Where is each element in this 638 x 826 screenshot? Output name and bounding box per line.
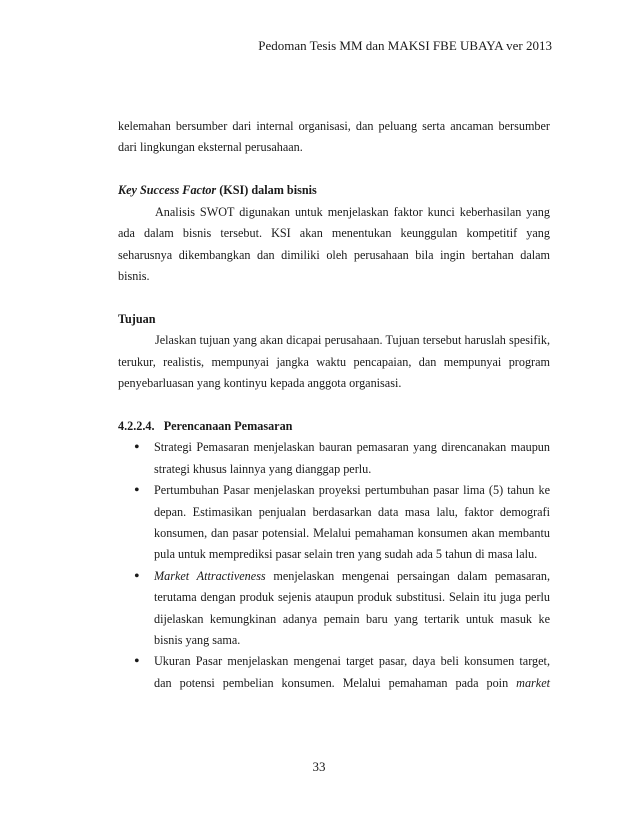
tujuan-paragraph: Jelaskan tujuan yang akan dicapai perusahaan. Tujuan tersebut haruslah spesifik, terukur, realistis, mempunyai jangka waktu pencapaian, dan mempunyai program penyebarluasan yang kontinyu kepada anggota organisasi. (118, 333, 550, 391)
bullet-text: menjelaskan mengenai persaingan dalam pemasaran, terutama dengan produk sejenis ataupun produk substitusi. Selain itu juga perlu dijelaskan kemungkinan adanya pemain baru yang tertarik untuk masuk ke bisnis yang sama. (154, 568, 550, 648)
bullet-pertumbuhan-pasar: • Pertumbuhan Pasar menjelaskan proyeksi pertumbuhan pasar lima (5) tahun ke depan. Estimasikan penjualan berdasarkan data masa lalu, faktor demografi konsumen, dan pasar potensial. Melalui pemahaman konsumen akan membantu pula untuk memprediksi pasar selain tren yang sudah ada 5 tahun di masa lalu. (118, 480, 550, 566)
marketing-bullet-list (118, 437, 550, 694)
ksi-heading (118, 180, 550, 201)
bullet-text: Ukuran Pasar menjelaskan mengenai target pasar, daya beli konsumen target, dan potensi pembelian konsumen. Melalui pemahaman pada poin (154, 654, 550, 690)
running-header: Pedoman Tesis MM dan MAKSI FBE UBAYA ver 2013 (258, 38, 552, 53)
bullet-italic-term: Market Attractiveness (154, 568, 266, 583)
ksi-paragraph: Analisis SWOT digunakan untuk menjelaskan faktor kunci keberhasilan yang ada dalam bisnis tersebut. KSI akan menentukan keunggulan kompetitif yang seharusnya dikembangkan dan dimiliki oleh perusahaan bila ingin bertahan dalam bisnis. (118, 204, 550, 283)
intro-paragraph: kelemahan bersumber dari internal organisasi, dan peluang serta ancaman bersumber dari lingkungan eksternal perusahaan. (118, 119, 550, 155)
ksi-heading-italic: Key Success Factor (118, 183, 217, 198)
bullet-italic-term: market (516, 675, 550, 690)
section-heading: 4.2.2.4. Perencanaan Pemasaran (118, 418, 293, 433)
page-body (118, 116, 550, 694)
bullet-ukuran-pasar (118, 651, 550, 694)
bullet-strategi-pemasaran: • Strategi Pemasaran menjelaskan bauran pemasaran yang direncanakan maupun strategi khusus lainnya yang dianggap perlu. (118, 437, 550, 480)
ksi-heading-rest: (KSI) dalam bisnis (216, 183, 317, 198)
tujuan-heading: Tujuan (118, 311, 156, 326)
bullet-market-attractiveness (118, 566, 550, 652)
page-number: 33 (312, 759, 326, 774)
